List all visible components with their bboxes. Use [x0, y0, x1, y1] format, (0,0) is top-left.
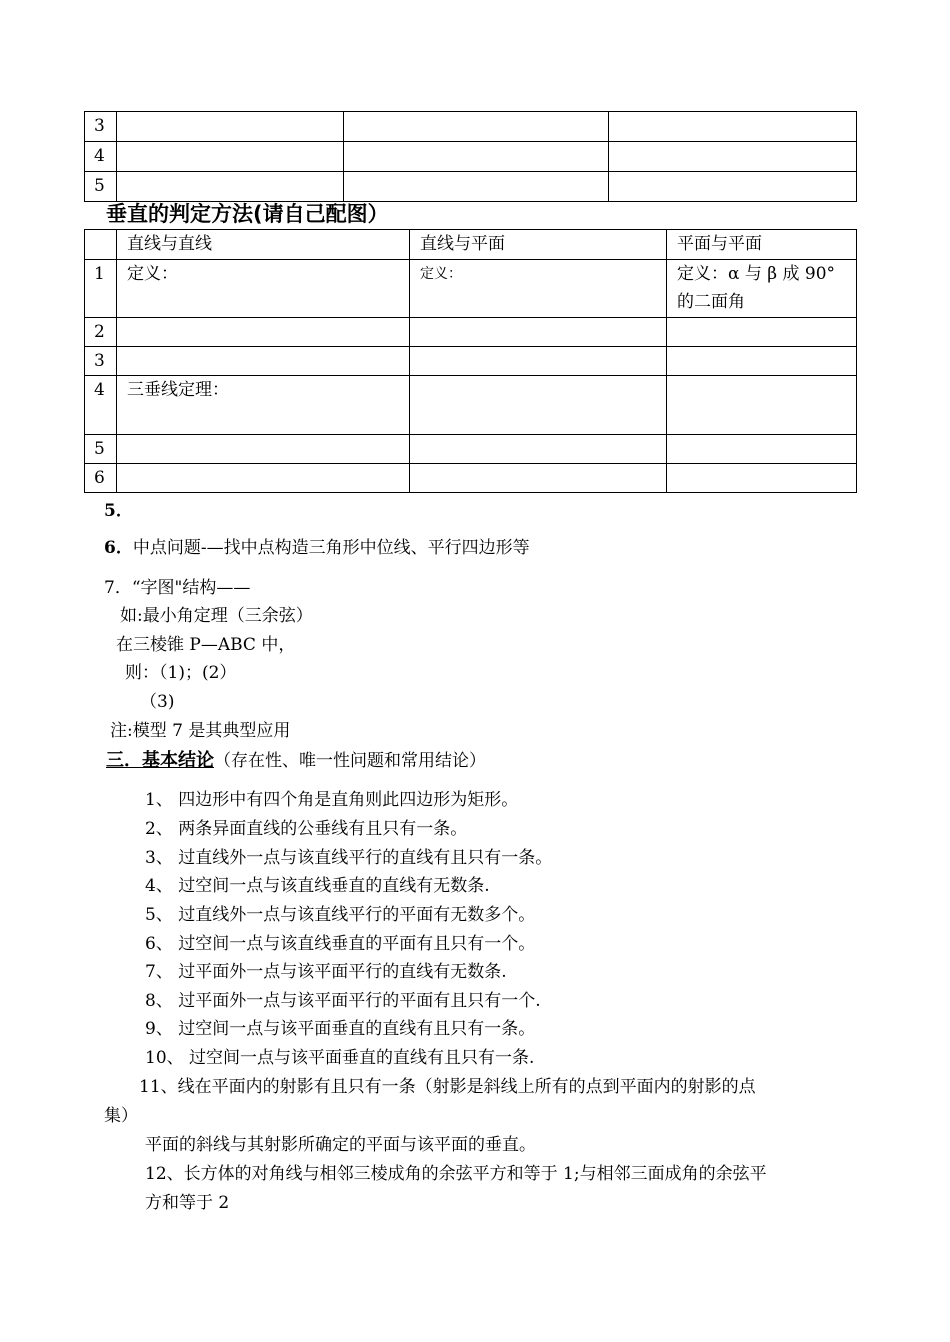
cell-three-perpendiculars: 三垂线定理：	[117, 376, 410, 435]
row-number: 6	[85, 464, 117, 493]
item-number: 6．	[104, 538, 133, 558]
conclusion-item: 4、 过空间一点与该直线垂直的直线有无数条.	[145, 876, 490, 896]
conclusion-item: 10、 过空间一点与该平面垂直的直线有且只有一条.	[145, 1048, 535, 1068]
table-row	[85, 435, 857, 464]
row-number: 4	[85, 376, 117, 435]
header-line-line: 直线与直线	[117, 230, 410, 260]
row-number: 5	[85, 172, 117, 202]
conclusion-12-line2: 方和等于 2	[145, 1193, 230, 1213]
table-row	[85, 464, 857, 493]
conclusion-item: 2、 两条异面直线的公垂线有且只有一条。	[145, 819, 468, 839]
table-row	[85, 347, 857, 376]
cell-definition	[667, 260, 857, 318]
section-3-title: 三．基本结论	[106, 750, 214, 771]
item-7-pyramid: 在三棱锥 P—ABC 中，	[116, 635, 296, 655]
table-row	[85, 112, 857, 142]
conclusion-item: 3、 过直线外一点与该直线平行的直线有且只有一条。	[145, 848, 553, 868]
header-line-plane: 直线与平面	[410, 230, 667, 260]
item-7-example: 如:最小角定理（三余弦）	[120, 606, 313, 626]
row-number: 1	[85, 260, 117, 318]
row-number: 5	[85, 435, 117, 464]
table-row	[85, 142, 857, 172]
conclusion-11-line1: 11、线在平面内的射影有且只有一条（射影是斜线上所有的点到平面内的射影的点	[139, 1077, 756, 1097]
section-3-subtitle: （存在性、唯一性问题和常用结论）	[214, 751, 486, 771]
cell-definition: 定义：	[117, 260, 410, 318]
row-number: 2	[85, 318, 117, 347]
item-5: 5．	[104, 501, 133, 521]
conclusion-item: 9、 过空间一点与该平面垂直的直线有且只有一条。	[145, 1019, 536, 1039]
item-7-part3: （3)	[140, 692, 175, 712]
cell-line: 定义：α 与 β 成 90°	[677, 264, 836, 284]
table-row	[85, 172, 857, 202]
item-text: 中点问题-—找中点构造三角形中位线、平行四边形等	[132, 538, 530, 558]
conclusion-item: 5、 过直线外一点与该直线平行的平面有无数多个。	[145, 905, 536, 925]
cell-line: 的二面角	[677, 292, 745, 312]
cell-definition: 定义：	[410, 260, 667, 318]
conclusion-item: 6、 过空间一点与该直线垂直的平面有且只有一个。	[145, 934, 536, 954]
table-row	[85, 376, 857, 435]
note: 注:模型 7 是其典型应用	[110, 721, 291, 741]
section-3-heading	[106, 749, 486, 773]
conclusion-item: 1、 四边形中有四个角是直角则此四边形为矩形。	[145, 790, 519, 810]
conclusion-11-line3: 平面的斜线与其射影所确定的平面与该平面的垂直。	[145, 1135, 536, 1155]
conclusion-12-line1: 12、长方体的对角线与相邻三棱成角的余弦平方和等于 1;与相邻三面成角的余弦平	[145, 1164, 767, 1184]
row-number: 3	[85, 347, 117, 376]
item-6	[104, 536, 530, 560]
table-continued	[84, 111, 857, 202]
conclusion-11-line2: 集）	[104, 1106, 138, 1126]
row-number: 4	[85, 142, 117, 172]
section-heading: 垂直的判定方法(请自己配图）	[106, 202, 389, 226]
table-header-row	[85, 230, 857, 260]
row-number: 3	[85, 112, 117, 142]
conclusion-item: 8、 过平面外一点与该平面平行的平面有且只有一个.	[145, 991, 541, 1011]
item-7-then: 则：（1)；(2）	[125, 663, 237, 683]
table-row	[85, 318, 857, 347]
perpendicular-methods-table	[84, 229, 857, 493]
header-plane-plane: 平面与平面	[667, 230, 857, 260]
table-row	[85, 260, 857, 318]
conclusion-item: 7、 过平面外一点与该平面平行的直线有无数条.	[145, 962, 507, 982]
item-7: 7．“字图"结构——	[104, 578, 251, 598]
